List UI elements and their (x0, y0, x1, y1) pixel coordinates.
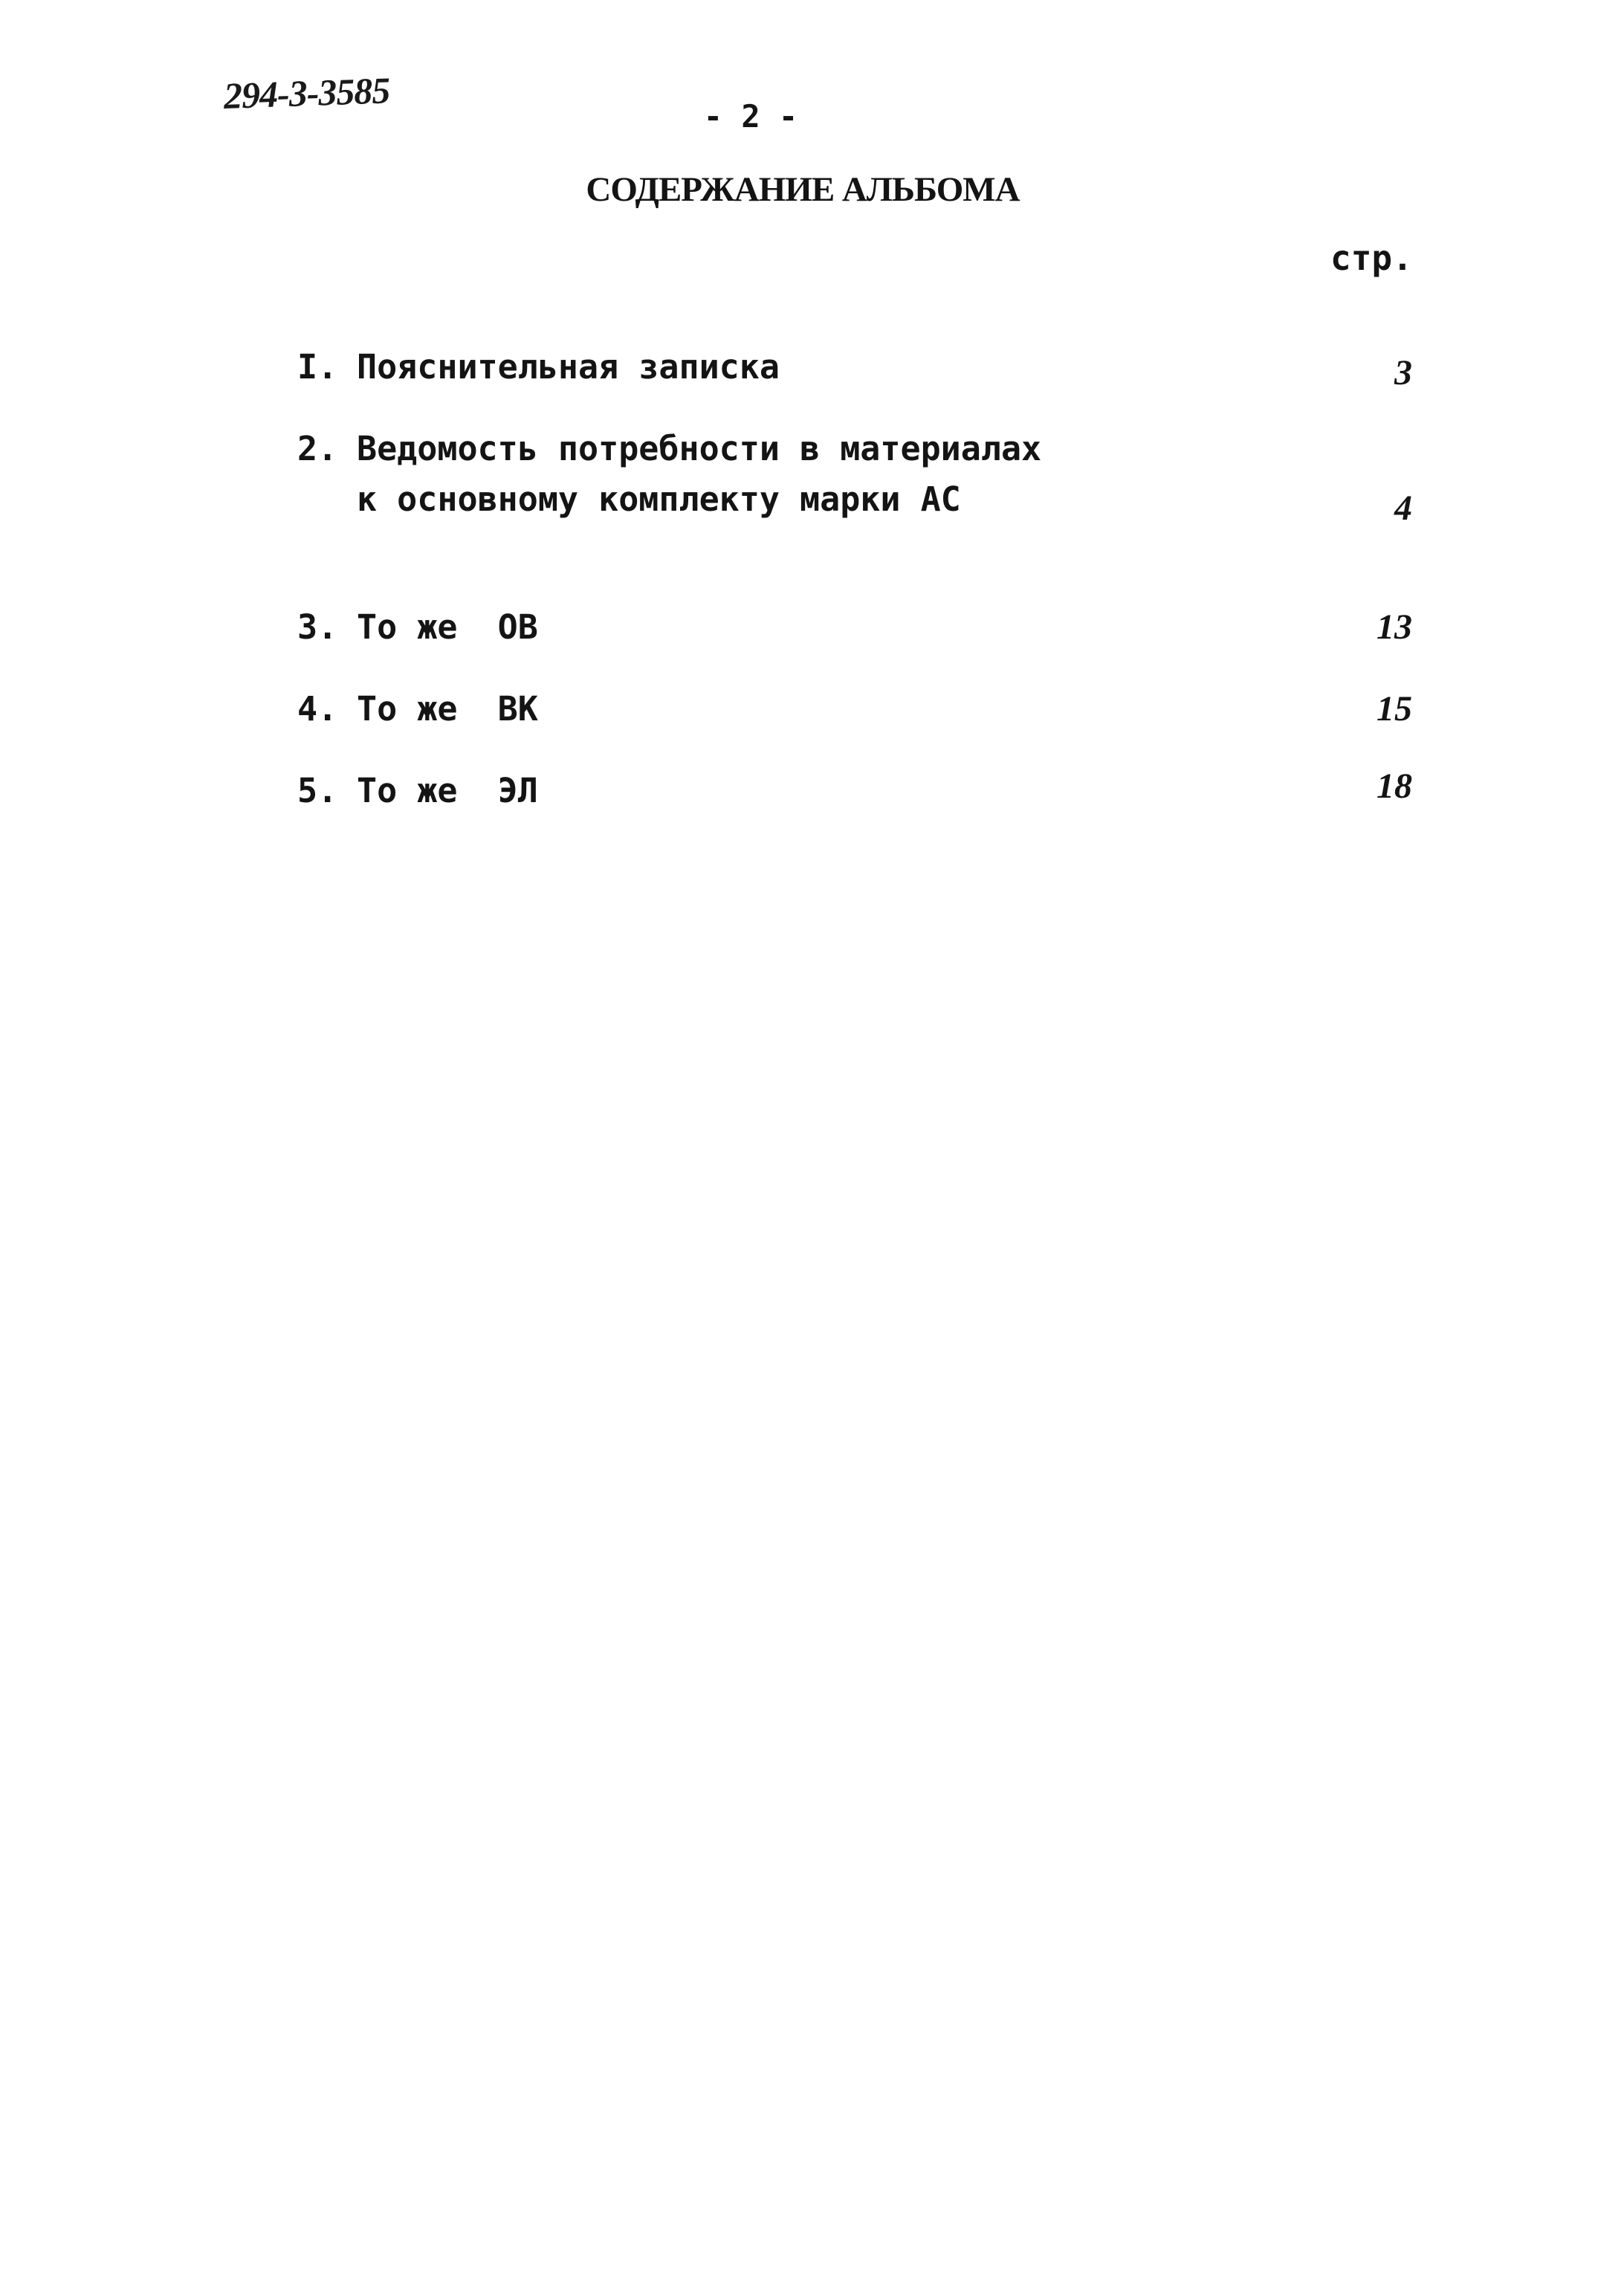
toc-entry-text: Пояснительная записка (357, 347, 780, 387)
toc-entry-text: То же ЭЛ (357, 771, 538, 810)
toc-entry-page: 15 (1376, 689, 1412, 729)
toc-entry-page: 3 (1394, 353, 1412, 393)
toc-entry-text: Ведомость потребности в материалах (357, 429, 1042, 468)
toc-entry-number: I. (297, 347, 338, 387)
toc-entry-5 (297, 766, 1412, 816)
toc-entry-line-continuation (297, 474, 1412, 525)
toc-entry-page: 18 (1376, 766, 1412, 806)
page-column-header: стр. (1330, 238, 1413, 278)
toc-entry-page: 4 (1394, 488, 1412, 528)
page-number: - 2 - (703, 98, 798, 135)
toc-entry-1 (297, 342, 1412, 393)
toc-entry-number: 4. (297, 689, 338, 729)
toc-entry-line (297, 342, 1412, 393)
toc-entry-number: 3. (297, 607, 338, 647)
toc-entry-2 (297, 424, 1412, 528)
toc-entry-text: к основному комплекту марки АС (357, 479, 961, 519)
toc-entry-number: 2. (297, 429, 338, 468)
toc-entry-3 (297, 602, 1412, 653)
toc-entry-text: То же ВК (357, 689, 538, 729)
page-title: СОДЕРЖАНИЕ АЛЬБОМА (586, 170, 1020, 209)
toc-entry-4 (297, 684, 1412, 734)
toc-entry-line (297, 602, 1412, 653)
toc-entry-number: 5. (297, 771, 338, 810)
document-code: 294-3-3585 (223, 69, 391, 117)
toc-entry-page: 13 (1376, 607, 1412, 647)
toc-entry-line (297, 684, 1412, 734)
toc-entry-line (297, 424, 1412, 474)
toc-entry-line (297, 766, 1412, 816)
toc-entry-text: То же ОВ (357, 607, 538, 647)
